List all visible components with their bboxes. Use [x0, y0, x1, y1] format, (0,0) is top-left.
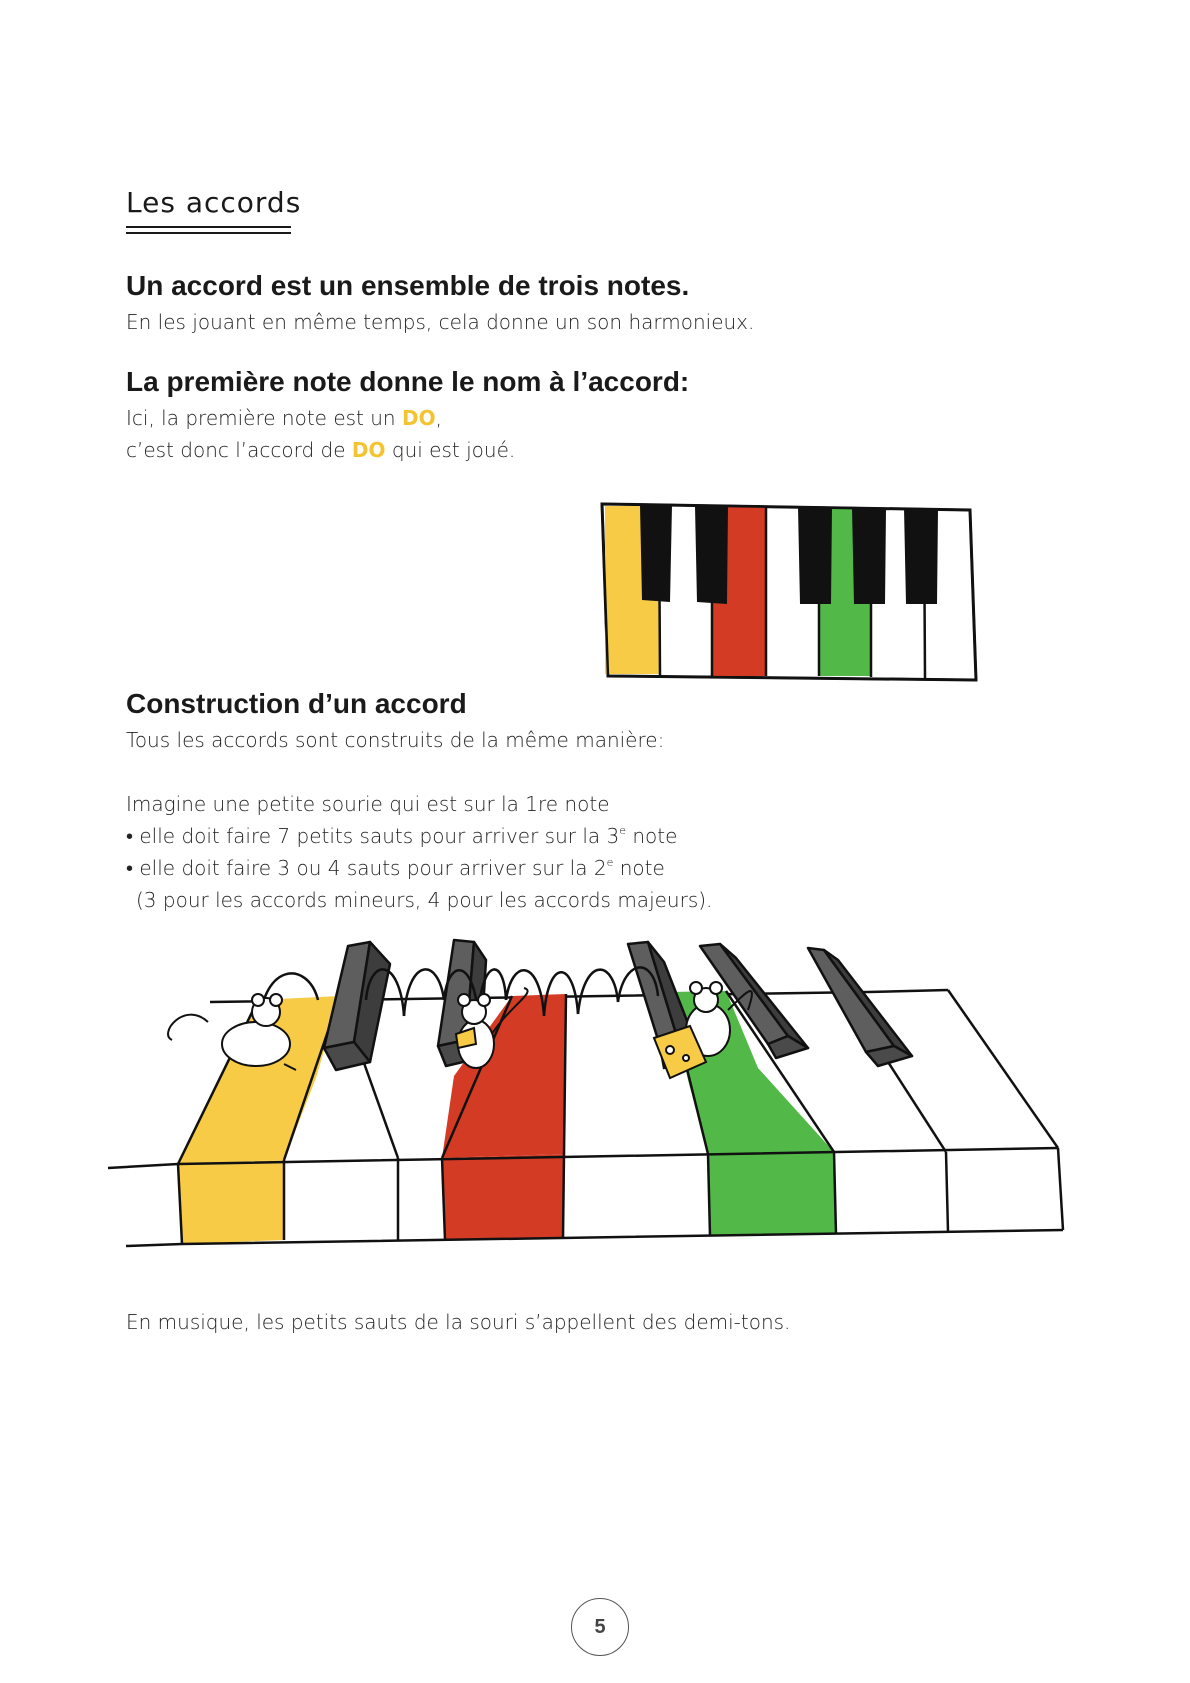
piano-keyboard-icon [600, 500, 985, 686]
black-key-e [808, 948, 912, 1066]
naming-line2-start: c’est donc l’accord de [126, 438, 352, 462]
bullet2-sup: e [606, 856, 614, 869]
definition-title: Un accord est un ensemble de trois notes. [126, 270, 690, 301]
note-do-label-2: DO [351, 438, 386, 462]
bullet1-sup: e [619, 824, 627, 837]
bullet1-text: • elle doit faire 7 petits sauts pour arriver sur la 3 [126, 824, 620, 848]
black-key-2 [695, 506, 728, 604]
paren-note: (3 pour les accords mineurs, 4 pour les accords majeurs). [136, 888, 713, 912]
construction-title: Construction d’un accord [126, 688, 467, 719]
bullet1-end: note [626, 824, 678, 848]
naming-line1-start: Ici, la première note est un [126, 406, 402, 430]
naming-line2-end: qui est joué. [385, 438, 516, 462]
heading-underline-second [126, 232, 291, 234]
naming-line1-end: , [435, 406, 442, 430]
bullet-second-note [126, 852, 712, 884]
definition-text: En les jouant en même temps, cela donne un son harmonieux. [126, 310, 755, 334]
bullet-third-note [126, 820, 712, 852]
black-key-3 [798, 507, 832, 604]
naming-title: La première note donne le nom à l’accord: [126, 366, 690, 397]
construction-steps [126, 788, 712, 916]
black-key-4 [852, 508, 886, 604]
note-do-label: DO [401, 406, 436, 430]
mouse-icon [168, 994, 296, 1070]
heading-underline [126, 226, 291, 228]
black-key-a [324, 942, 390, 1070]
bullet2-end: note [613, 856, 665, 880]
section-heading: Les accords [126, 186, 302, 219]
naming-text [126, 402, 515, 466]
keyboard-mice-illustration [108, 940, 1088, 1270]
mouse-intro-line: Imagine une petite sourie qui est sur la 1re note [126, 792, 610, 816]
black-key-1 [640, 505, 672, 602]
footer-text: En musique, les petits sauts de la souri s’appellent des demi-tons. [126, 1310, 791, 1334]
black-key-5 [904, 508, 938, 604]
page-number: 5 [571, 1598, 629, 1656]
construction-intro: Tous les accords sont construits de la même manière: [126, 728, 665, 752]
bullet2-text: • elle doit faire 3 ou 4 sauts pour arriver sur la 2 [126, 856, 607, 880]
